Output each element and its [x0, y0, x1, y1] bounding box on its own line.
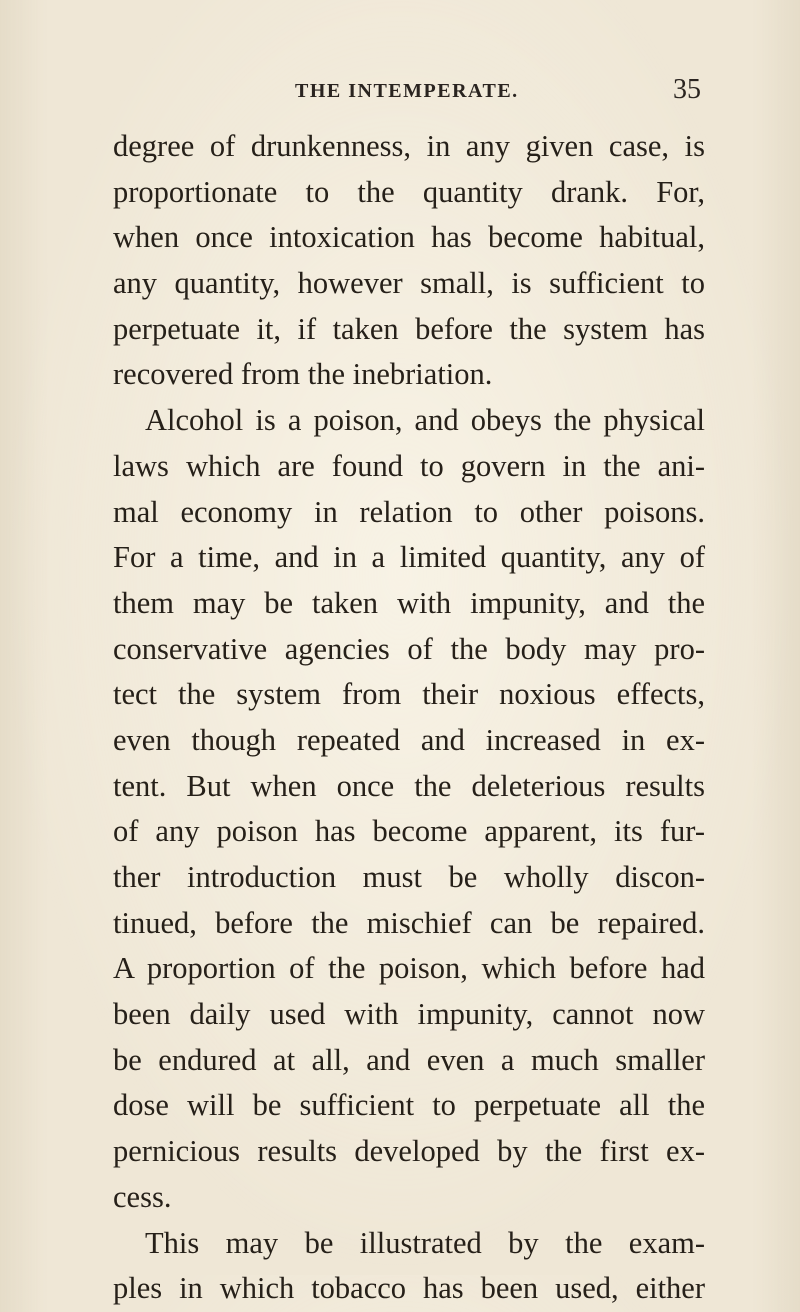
paragraph-start-line: Alcohol is a poison, and obeys the physical	[145, 403, 705, 438]
text-line: even though repeated and increased in ex-	[113, 722, 705, 757]
text-line: ther introduction must be wholly discon-	[113, 860, 705, 894]
page-number: 35	[673, 74, 701, 105]
text-line: been daily used with impunity, cannot now	[113, 997, 705, 1032]
text-line: pernicious results developed by the first ex-	[113, 1134, 705, 1169]
text-line: when once intoxication has become habitual,	[113, 220, 705, 255]
text-line: dose will be sufficient to perpetuate all the	[113, 1088, 705, 1123]
text-line: be endured at all, and even a much smaller	[113, 1042, 705, 1077]
text-line: cess.	[113, 1179, 172, 1214]
text-line: degree of drunkenness, in any given case, is	[113, 129, 705, 163]
text-line: laws which are found to govern in the ani-	[113, 448, 705, 483]
text-line: ples in which tobacco has been used, either	[113, 1271, 705, 1306]
text-line: of any poison has become apparent, its fur-	[113, 814, 705, 849]
text-line: tect the system from their noxious effects,	[113, 677, 705, 712]
text-line: A proportion of the poison, which before had	[113, 951, 705, 986]
text-line: proportionate to the quantity drank. For,	[113, 174, 705, 209]
paragraph-start-line: This may be illustrated by the exam-	[145, 1225, 705, 1260]
text-line: perpetuate it, if taken before the system has	[113, 311, 705, 346]
text-line: For a time, and in a limited quantity, any of	[113, 540, 705, 575]
text-line: tent. But when once the deleterious results	[113, 768, 705, 803]
text-line: any quantity, however small, is sufficient to	[113, 266, 705, 301]
running-title: THE INTEMPERATE.	[295, 80, 519, 102]
text-line: mal economy in relation to other poisons.	[113, 494, 705, 529]
text-line: recovered from the inebriation.	[113, 357, 493, 392]
page-header	[105, 74, 705, 114]
text-line: them may be taken with impunity, and the	[113, 585, 705, 620]
text-line: conservative agencies of the body may pro-	[113, 631, 705, 666]
body-text	[113, 124, 705, 1312]
text-line: tinued, before the mischief can be repaired.	[113, 905, 705, 940]
